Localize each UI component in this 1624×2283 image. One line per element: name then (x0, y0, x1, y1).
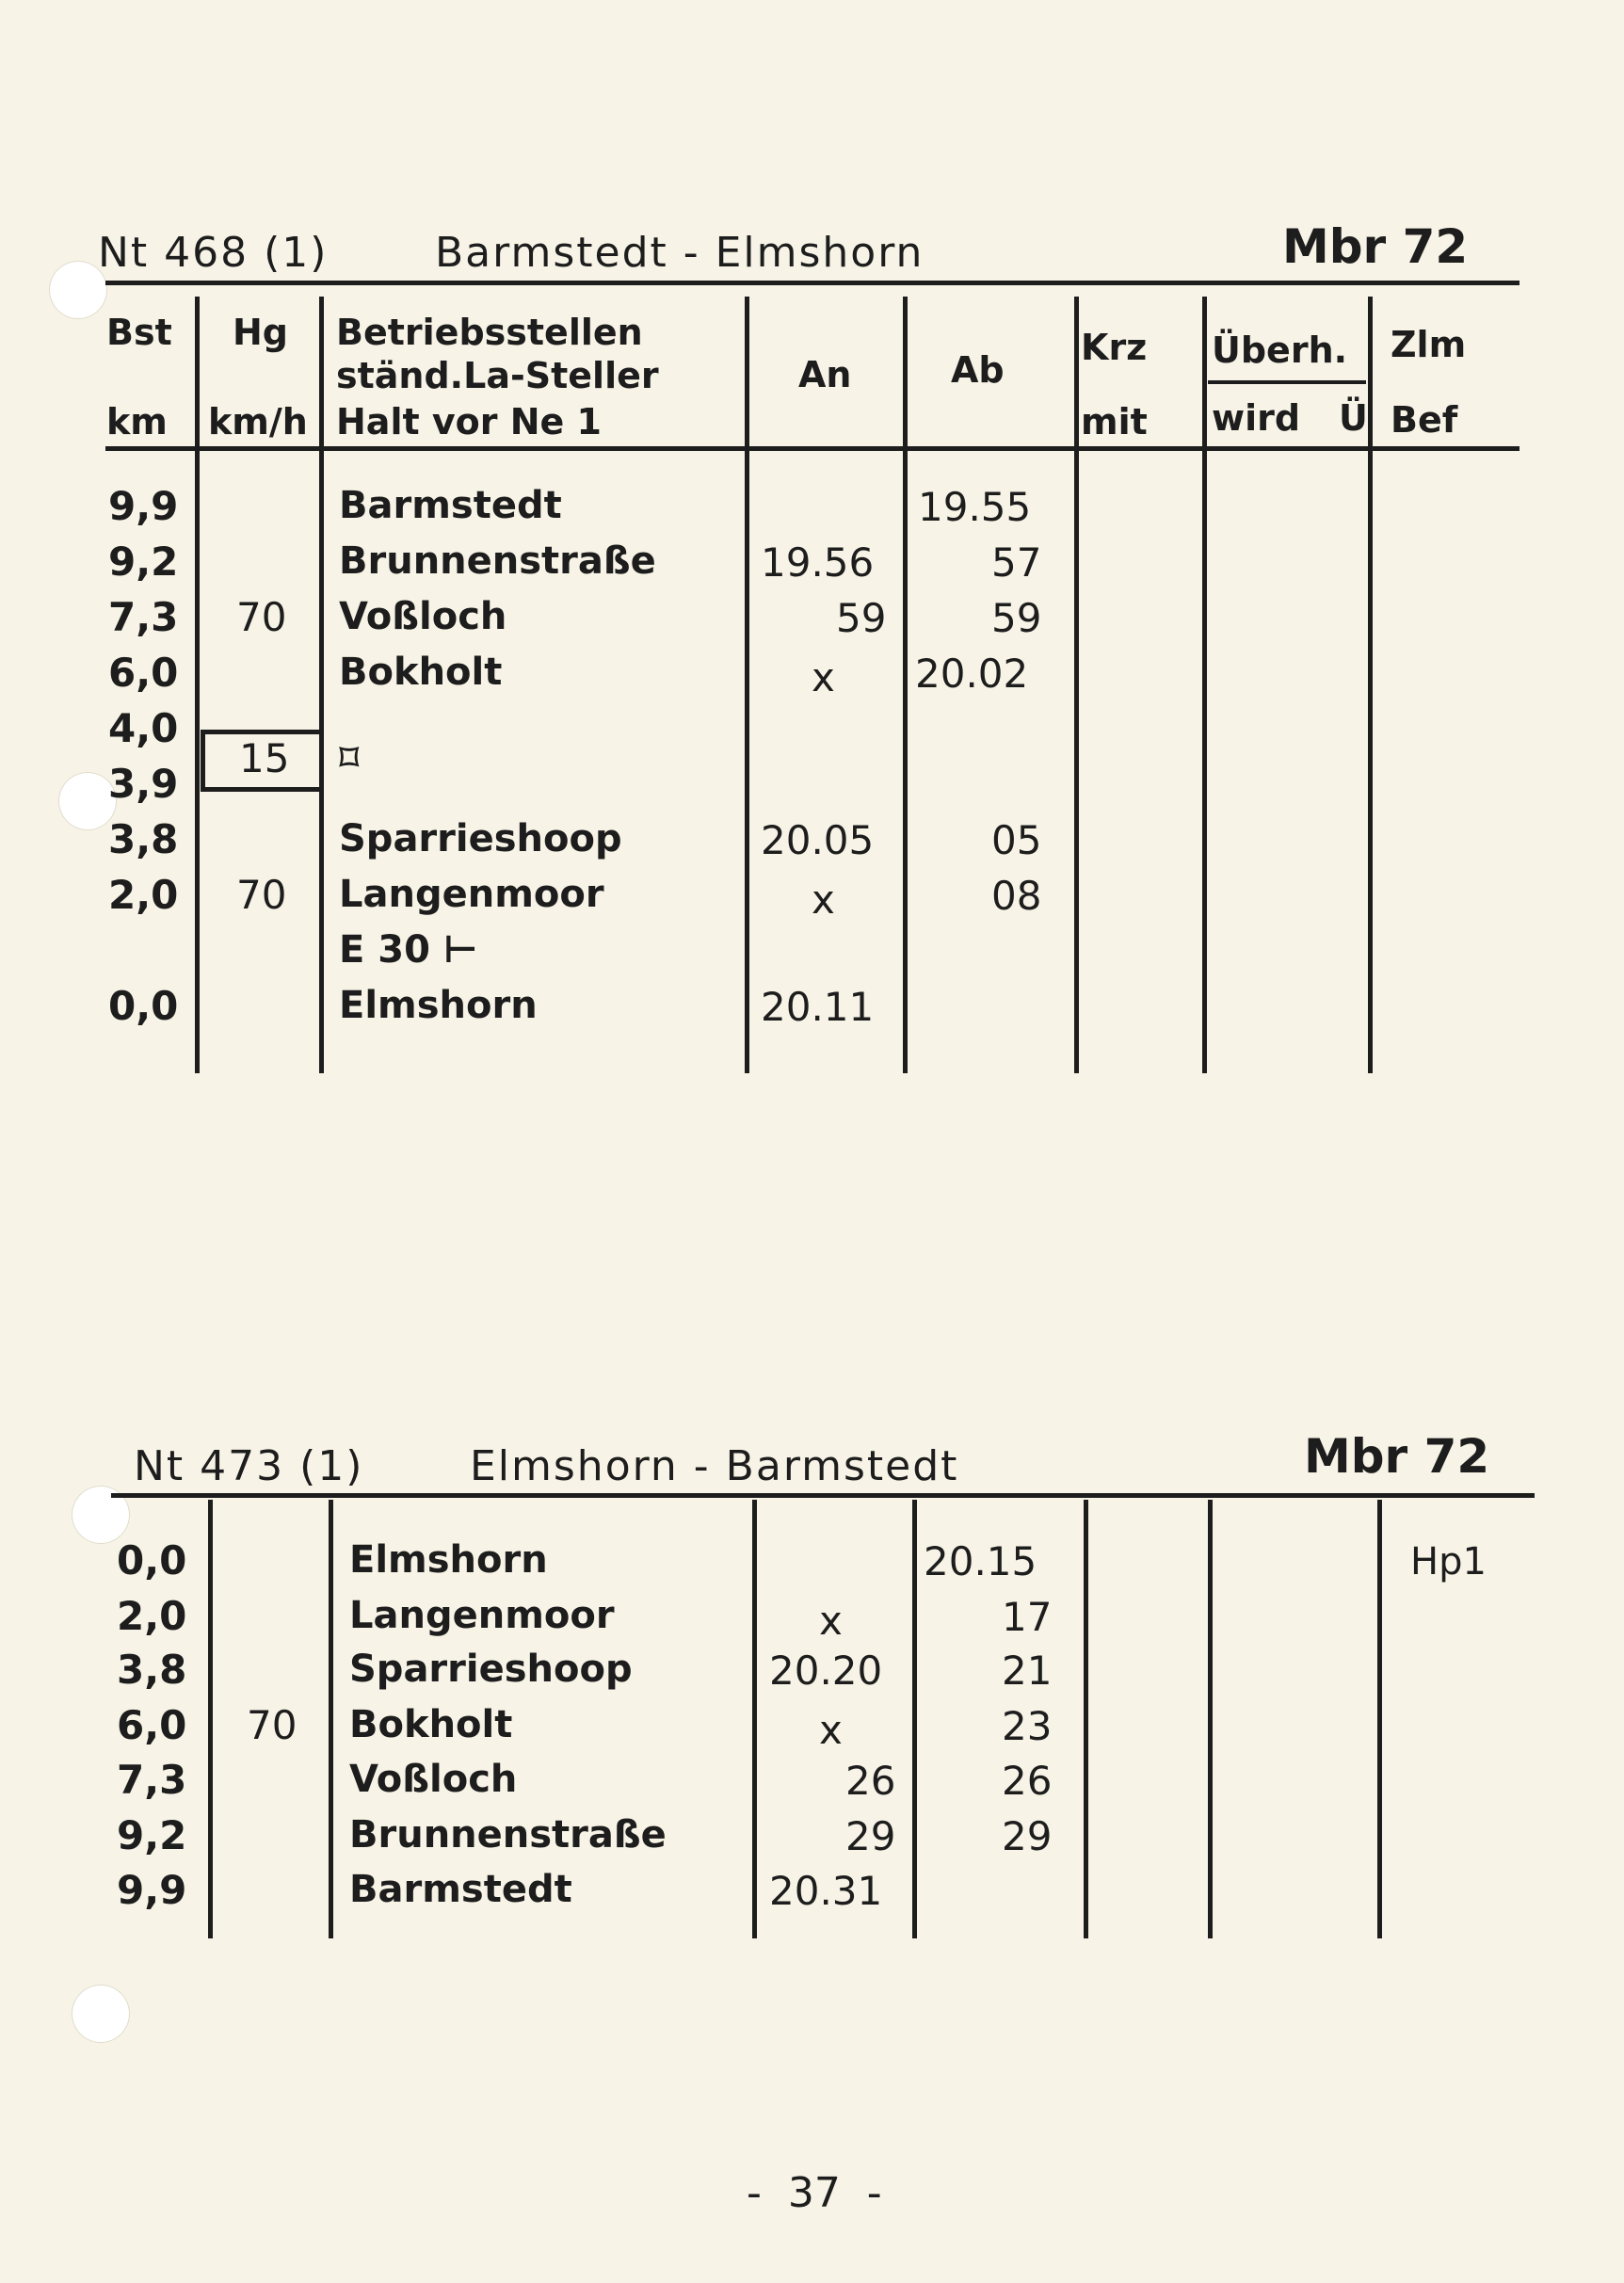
col-divider (195, 297, 200, 1073)
row-km: 3,8 (117, 1647, 187, 1693)
row-station: Voßloch (339, 595, 507, 638)
row-station: E 30 ⊢ (339, 928, 478, 972)
header-hg: Hg (233, 312, 289, 353)
header-bottom-rule (105, 446, 1519, 451)
row-km: 6,0 (117, 1702, 187, 1748)
row-station: Elmshorn (339, 984, 538, 1027)
row-km: 3,8 (108, 816, 179, 862)
row-km: 4,0 (108, 705, 179, 751)
header-km: km (106, 401, 168, 442)
col-divider (1084, 1500, 1088, 1938)
header-krz: Krz (1081, 327, 1148, 368)
header-ueberh: Überh. (1212, 330, 1348, 371)
row-station: Langenmoor (339, 873, 604, 916)
header-top-rule (105, 281, 1519, 285)
row-ab: 20.02 (915, 651, 1029, 697)
row-km: 7,3 (117, 1757, 187, 1803)
train-number: Nt 468 (1) (98, 229, 329, 277)
row-zlm: Hp1 (1410, 1540, 1487, 1584)
header-bef: Bef (1391, 399, 1458, 441)
header-halt-vor: Halt vor Ne 1 (336, 401, 602, 442)
header-mit: mit (1081, 401, 1148, 442)
header-la-steller: ständ.La-Steller (336, 355, 659, 396)
col-divider (319, 297, 324, 1073)
speed-restriction-value: 15 (239, 735, 290, 781)
row-an: 19.56 (761, 539, 875, 586)
row-ab: 05 (991, 817, 1042, 863)
col-divider (903, 297, 908, 1073)
row-an: 29 (845, 1813, 896, 1859)
row-an: 59 (836, 595, 887, 641)
row-ab: 17 (1002, 1594, 1053, 1640)
row-ab: 29 (1002, 1813, 1053, 1859)
row-hg: 70 (236, 594, 287, 640)
row-an: 20.11 (761, 984, 875, 1030)
row-ab: 26 (1002, 1758, 1053, 1804)
row-station: Brunnenstraße (349, 1813, 667, 1857)
row-ab: 57 (991, 539, 1042, 586)
row-km: 6,0 (108, 650, 179, 696)
row-station: Voßloch (349, 1758, 518, 1801)
route-title: Elmshorn - Barmstedt (470, 1442, 959, 1490)
row-km: 9,9 (108, 483, 179, 529)
col-divider (1377, 1500, 1382, 1938)
row-an: 20.05 (761, 817, 875, 863)
row-an: 26 (845, 1758, 896, 1804)
header-zlm: Zlm (1391, 324, 1467, 365)
row-ab: 59 (991, 595, 1042, 641)
row-an: 20.20 (769, 1648, 883, 1694)
col-divider (1074, 297, 1079, 1073)
col-divider (752, 1500, 757, 1938)
brake-ratio: Mbr 72 (1282, 219, 1469, 274)
row-station: Elmshorn (349, 1538, 548, 1582)
row-km: 9,9 (117, 1867, 187, 1913)
col-divider (912, 1500, 917, 1938)
header-ue: Ü (1339, 397, 1368, 439)
header-wird: wird (1212, 397, 1301, 439)
ueberh-underline (1208, 380, 1366, 384)
row-ab: 20.15 (924, 1538, 1037, 1584)
row-ab: 21 (1002, 1648, 1053, 1694)
train-number: Nt 473 (1) (134, 1442, 364, 1490)
row-hg: 70 (236, 872, 287, 918)
row-station: Bokholt (339, 651, 503, 694)
row-an: x (819, 1598, 843, 1644)
row-hg: 70 (247, 1702, 297, 1748)
row-km: 2,0 (108, 872, 179, 918)
row-km: 9,2 (108, 539, 179, 585)
row-km: 3,9 (108, 761, 179, 807)
brake-ratio: Mbr 72 (1304, 1429, 1490, 1484)
row-km: 0,0 (108, 983, 179, 1029)
col-divider (1368, 297, 1373, 1073)
route-title: Barmstedt - Elmshorn (435, 229, 925, 277)
row-station: Barmstedt (339, 484, 562, 527)
punch-hole-4 (72, 1985, 130, 2043)
row-station: Barmstedt (349, 1868, 572, 1911)
row-an: x (812, 654, 835, 700)
row-station: Langenmoor (349, 1594, 615, 1637)
row-ab: 19.55 (918, 484, 1032, 530)
row-km: 9,2 (117, 1812, 187, 1858)
header-betriebsstellen: Betriebsstellen (336, 312, 643, 353)
col-divider (1208, 1500, 1213, 1938)
row-ab: 08 (991, 873, 1042, 919)
row-station: Sparrieshoop (339, 817, 622, 860)
row-km: 7,3 (108, 594, 179, 640)
row-station: Sparrieshoop (349, 1648, 633, 1691)
row-station: Brunnenstraße (339, 539, 656, 583)
col-divider (1202, 297, 1207, 1073)
row-station: Bokholt (349, 1703, 513, 1746)
header-top-rule (111, 1493, 1535, 1498)
header-kmh: km/h (208, 401, 308, 442)
row-an: 20.31 (769, 1868, 883, 1914)
row-km: 2,0 (117, 1593, 187, 1639)
col-divider (329, 1500, 333, 1938)
row-km: 0,0 (117, 1537, 187, 1584)
row-ab: 23 (1002, 1703, 1053, 1749)
row-an: x (812, 876, 835, 923)
page-number: - 37 - (747, 2169, 882, 2217)
col-divider (745, 297, 749, 1073)
speed-restriction-symbol: ⌑ (339, 737, 360, 780)
row-an: x (819, 1707, 843, 1753)
header-ab: Ab (951, 349, 1005, 391)
header-bst: Bst (106, 312, 172, 353)
header-an: An (798, 354, 852, 395)
col-divider (208, 1500, 213, 1938)
